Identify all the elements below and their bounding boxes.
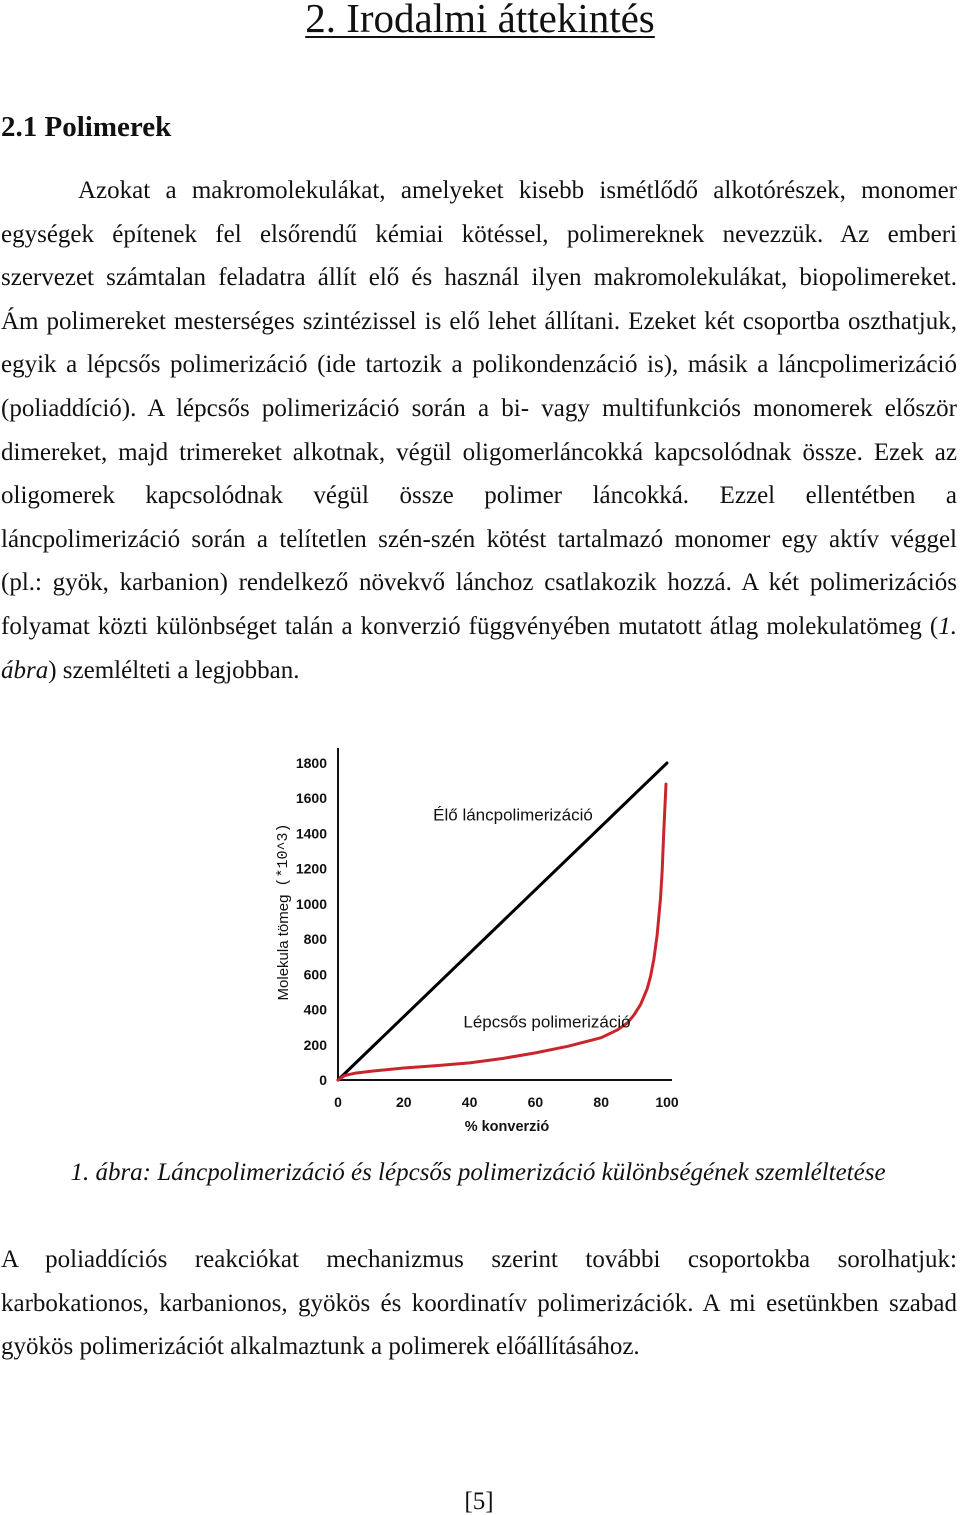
paragraph-line: [1, 649, 957, 693]
paragraph-line: egyik a lépcsős polimerizáció (ide tartozik a polikondenzáció is), másik a láncpolimerizáció: [1, 351, 957, 379]
paragraph-line: oligomerek kapcsolódnak végül össze polimer láncokká. Ezzel ellentétben a: [1, 482, 957, 510]
intro-paragraph: [1, 169, 957, 692]
chapter-title-text: 2. Irodalmi áttekintés: [305, 0, 655, 41]
chapter-title: [0, 0, 960, 41]
y-tick-label: 0: [319, 1072, 327, 1088]
y-tick-label: 200: [303, 1036, 327, 1053]
x-axis-label: % konverzió: [464, 1119, 550, 1135]
y-axis-unit: (*10^3): [274, 823, 292, 887]
y-tick-labels: [296, 755, 327, 1088]
section-heading: 2.1 Polimerek: [1, 111, 172, 143]
y-tick-label: 400: [303, 1001, 327, 1018]
x-tick-labels: [334, 1094, 679, 1110]
paragraph-line: [1, 605, 957, 649]
paragraph-line-text: folyamat közti különbséget talán a konverzió függvényében mutatott átlag molekulatömeg (: [1, 612, 939, 640]
paragraph-line: Azokat a makromolekulákat, amelyeket kisebb ismétlődő alkotórészek, monomer: [78, 177, 957, 204]
figure-reference: ábra: [1, 656, 49, 684]
y-tick-label: 1600: [295, 790, 327, 807]
y-tick-label: 1000: [295, 895, 327, 912]
x-tick-label: 40: [461, 1094, 478, 1110]
paragraph-line: szervezet számtalan feladatra állít elő és használ ilyen makromolekulákat, biopolimereket.: [1, 264, 957, 292]
y-tick-label: 1200: [295, 860, 327, 877]
polyaddition-paragraph: [1, 1238, 957, 1369]
y-tick-label: 1800: [295, 755, 327, 771]
paragraph-line: gyökös polimerizációt alkalmaztunk a polimerek előállításához.: [1, 1333, 640, 1361]
figure-caption: 1. ábra: Láncpolimerizáció és lépcsős polimerizáció különbségének szemléltetése: [70, 1159, 886, 1186]
paragraph-line: (poliaddíció). A lépcsős polimerizáció során a bi- vagy multifunkciós monomerek először: [1, 394, 957, 422]
paragraph-line: egységek építenek fel elsőrendű kémiai kötéssel, polimereknek nevezzük. Az emberi: [1, 220, 957, 248]
x-tick-label: 80: [593, 1094, 609, 1110]
paragraph-line: karbokationos, karbanionos, gyökös és koordinatív polimerizációk. A mi esetünkben szabad: [1, 1289, 957, 1317]
series-label-living-chain: Élő láncpolimerizáció: [433, 805, 593, 825]
y-axis-label-text: Molekula tömeg: [274, 894, 292, 1001]
x-tick-label: 60: [527, 1094, 544, 1110]
x-tick-label: 0: [334, 1094, 342, 1110]
x-tick-label: 20: [396, 1094, 412, 1110]
molecular-weight-vs-conversion-chart: [260, 740, 700, 1145]
paragraph-line: (pl.: gyök, karbanion) rendelkező növekvő lánchoz csatlakozik hozzá. A két polimerizációs: [1, 569, 957, 597]
y-axis-label: [275, 824, 292, 1001]
page-number: [5]: [464, 1488, 494, 1515]
x-tick-label: 100: [655, 1094, 679, 1110]
series-label-step-growth: Lépcsős polimerizáció: [463, 1012, 631, 1032]
paragraph-line-text: ) szemlélteti a legjobban.: [48, 656, 300, 684]
y-tick-label: 800: [303, 931, 327, 948]
series-line-step-growth-polymerization: [338, 784, 666, 1080]
figure-reference: 1.: [938, 612, 957, 640]
paragraph-line: dimereket, majd trimereket alkotnak, végül oligomerláncokká kapcsolódnak össze. Ezek az: [1, 438, 957, 466]
paragraph-line: Ám polimereket mesterséges szintézissel is elő lehet állítani. Ezeket két csoportba oszthatjuk,: [1, 307, 957, 335]
y-tick-label: 1400: [295, 825, 327, 842]
paragraph-line: láncpolimerizáció során a telítetlen szén-szén kötést tartalmazó monomer egy aktív véggel: [1, 525, 957, 553]
paragraph-line: A poliaddíciós reakciókat mechanizmus szerint további csoportokba sorolhatjuk:: [1, 1246, 957, 1273]
y-tick-label: 600: [303, 966, 327, 983]
